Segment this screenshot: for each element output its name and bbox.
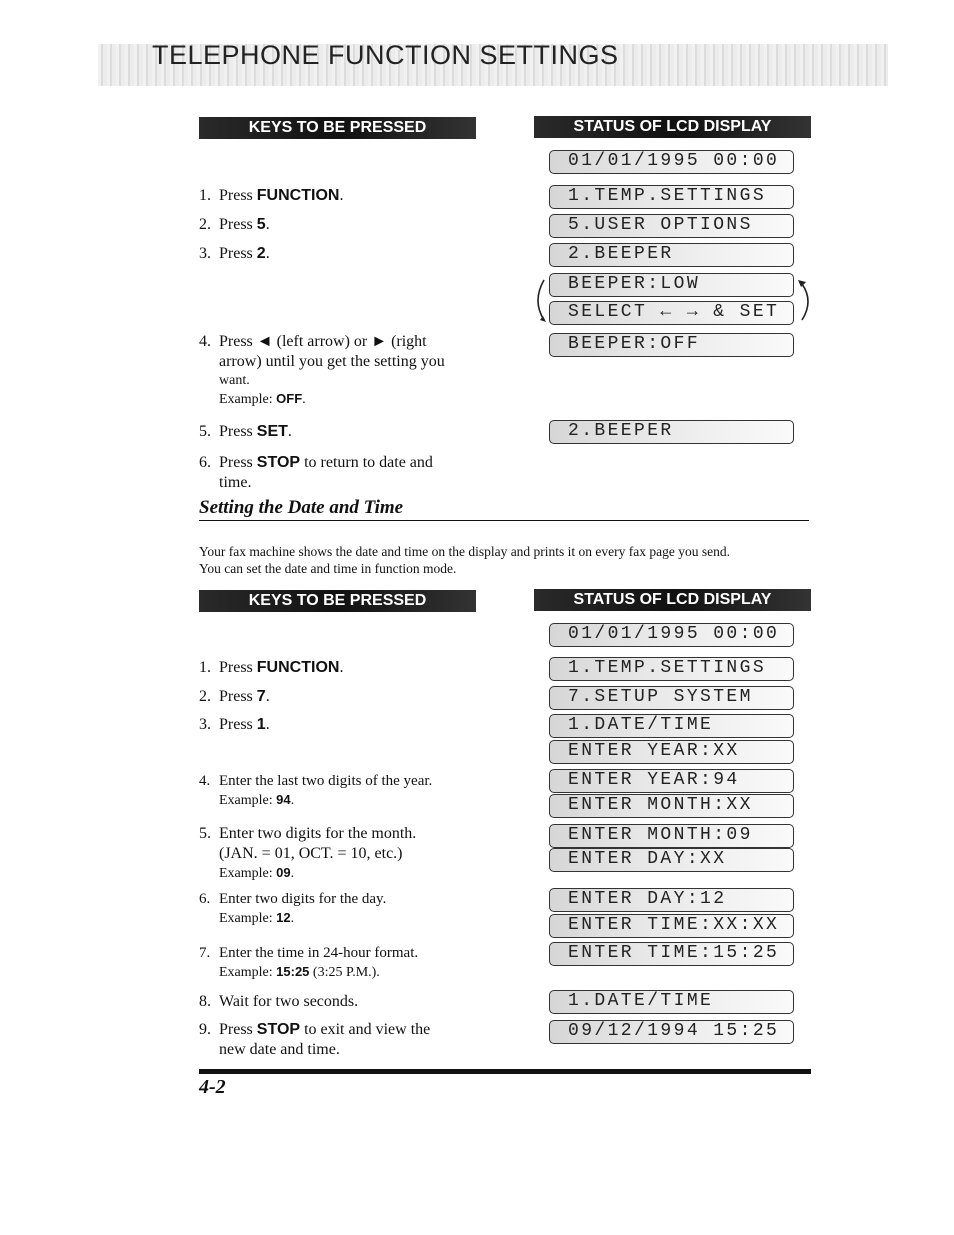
- datetime-step-7: 7. Enter the time in 24-hour format. Example: 15:25 (3:25 P.M.).: [199, 945, 419, 980]
- lcd-display: BEEPER:LOW: [549, 273, 794, 297]
- beeper-step-5: 5. Press SET.: [199, 423, 292, 440]
- datetime-step-8: 8. Wait for two seconds.: [199, 993, 359, 1010]
- keys-to-be-pressed-header: KEYS TO BE PRESSED: [199, 590, 476, 612]
- beeper-step-4: 4. Press ◄ (left arrow) or ► (right arrow) until you get the setting you want. Example: OFF.: [199, 333, 445, 407]
- lcd-display: 7.SETUP SYSTEM: [549, 686, 794, 710]
- page-number: 4-2: [199, 1076, 226, 1098]
- datetime-step-1: 1. Press FUNCTION.: [199, 659, 344, 676]
- beeper-step-1: 1. Press FUNCTION.: [199, 187, 344, 204]
- lcd-display: 2.BEEPER: [549, 420, 794, 444]
- lcd-display: 1.TEMP.SETTINGS: [549, 657, 794, 681]
- lcd-display: ENTER DAY:12: [549, 888, 794, 912]
- section-title: Setting the Date and Time: [199, 497, 404, 518]
- lcd-display: BEEPER:OFF: [549, 333, 794, 357]
- lcd-display: ENTER TIME:15:25: [549, 942, 794, 966]
- datetime-step-9: 9. Press STOP to exit and view the new date and time.: [199, 1021, 431, 1058]
- lcd-display: ENTER YEAR:XX: [549, 740, 794, 764]
- lcd-display-header: STATUS OF LCD DISPLAY: [534, 589, 811, 611]
- lcd-display: 01/01/1995 00:00: [549, 623, 794, 647]
- lcd-display: 01/01/1995 00:00: [549, 150, 794, 174]
- beeper-step-3: 3. Press 2.: [199, 245, 270, 262]
- lcd-display: ENTER MONTH:XX: [549, 794, 794, 818]
- datetime-step-4: 4. Enter the last two digits of the year. Example: 94.: [199, 773, 433, 808]
- datetime-step-6: 6. Enter two digits for the day. Example: 12.: [199, 891, 387, 926]
- lcd-display: 5.USER OPTIONS: [549, 214, 794, 238]
- lcd-display: 1.TEMP.SETTINGS: [549, 185, 794, 209]
- datetime-step-3: 3. Press 1.: [199, 716, 270, 733]
- page-title: TELEPHONE FUNCTION SETTINGS: [152, 40, 619, 70]
- section-rule: [199, 520, 809, 521]
- lcd-display: 2.BEEPER: [549, 243, 794, 267]
- lcd-display: 09/12/1994 15:25: [549, 1020, 794, 1044]
- lcd-display: ENTER MONTH:09: [549, 824, 794, 848]
- intro-text: Your fax machine shows the date and time on the display and prints it on every fax page you send. You can set the date and time in function mode.: [199, 544, 731, 576]
- alternating-left-arrow-icon: [528, 276, 550, 326]
- beeper-step-6: 6. Press STOP to return to date and time.: [199, 454, 433, 491]
- alternating-right-arrow-icon: [796, 276, 818, 326]
- lcd-display: 1.DATE/TIME: [549, 714, 794, 738]
- keys-to-be-pressed-header: KEYS TO BE PRESSED: [199, 117, 476, 139]
- datetime-step-5: 5. Enter two digits for the month. (JAN. = 01, OCT. = 10, etc.) Example: 09.: [199, 825, 417, 881]
- lcd-display-header: STATUS OF LCD DISPLAY: [534, 116, 811, 138]
- footer-bar: [199, 1069, 811, 1074]
- lcd-display: ENTER DAY:XX: [549, 848, 794, 872]
- lcd-display: SELECT ← → & SET: [549, 301, 794, 325]
- lcd-display: 1.DATE/TIME: [549, 990, 794, 1014]
- lcd-display: ENTER TIME:XX:XX: [549, 914, 794, 938]
- lcd-display: ENTER YEAR:94: [549, 769, 794, 793]
- beeper-step-2: 2. Press 5.: [199, 216, 270, 233]
- datetime-step-2: 2. Press 7.: [199, 688, 270, 705]
